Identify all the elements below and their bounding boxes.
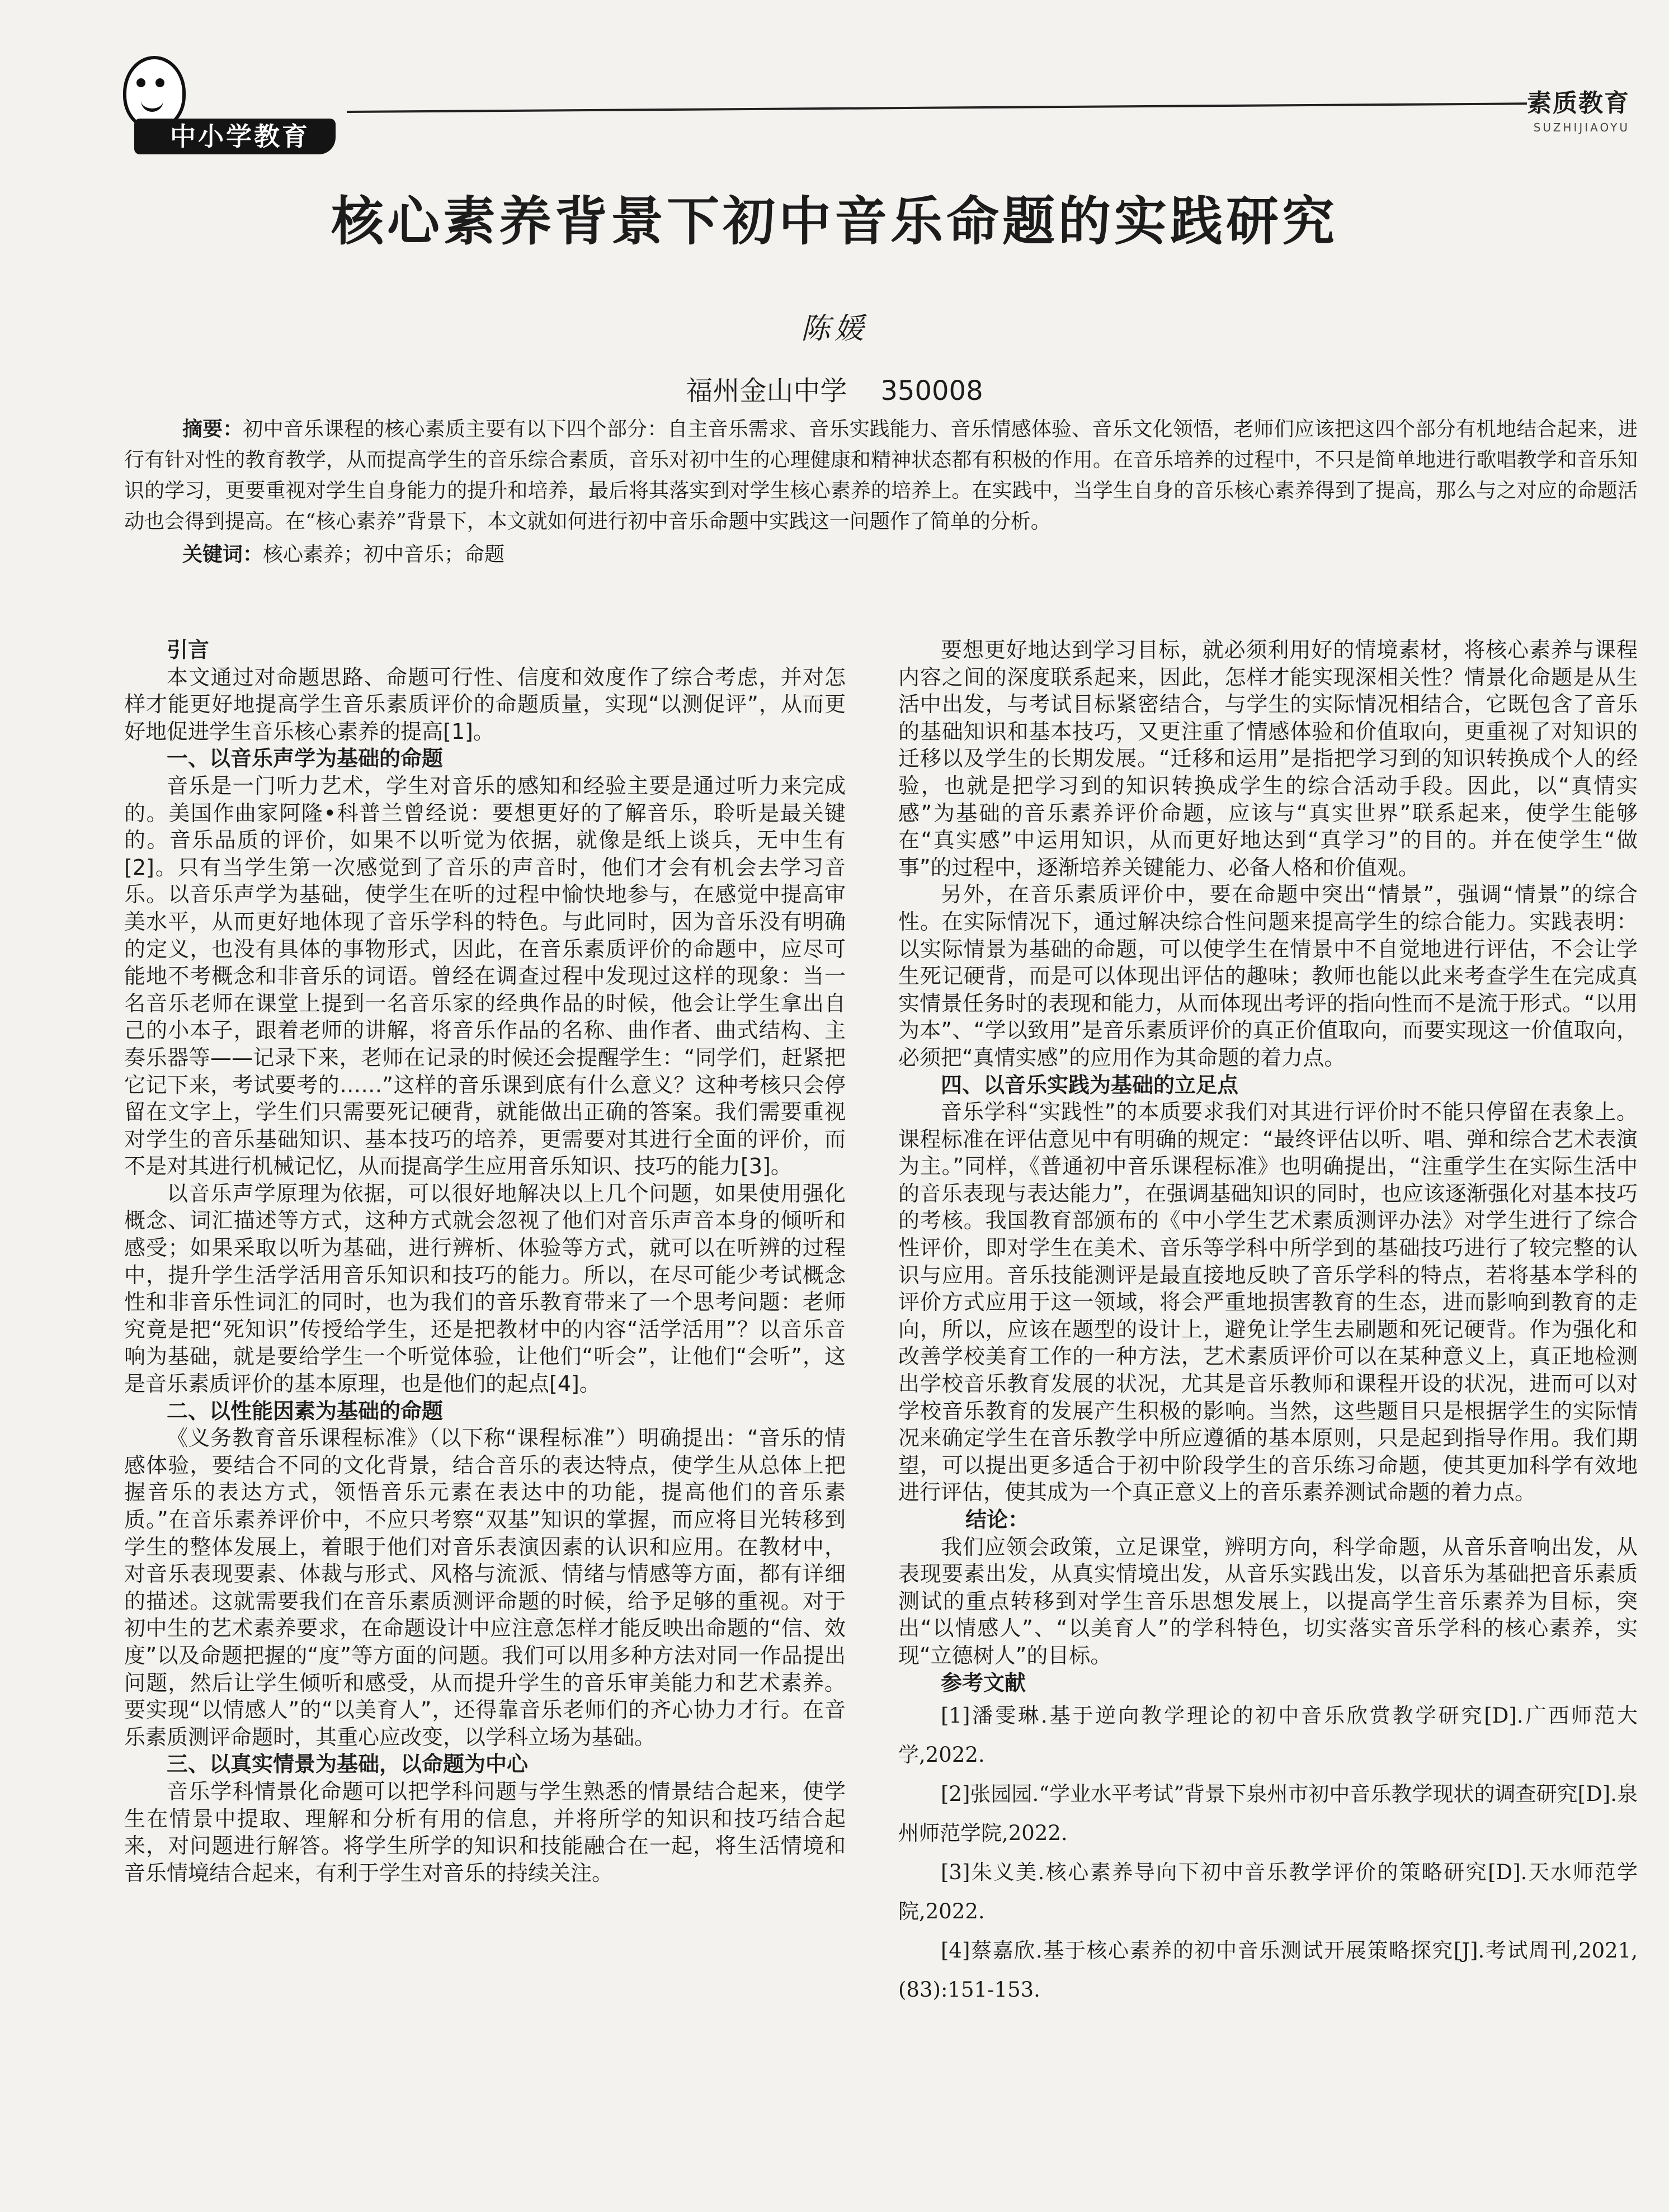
page-header [0,0,1669,151]
reference-item: [1]潘雯琳.基于逆向教学理论的初中音乐欣赏教学研究[D].广西师范大学,2022. [898,1704,1638,1767]
right-column [898,636,1638,2010]
keywords-text: 核心素养；初中音乐；命题 [263,543,505,566]
article-title: 核心素养背景下初中音乐命题的实践研究 [331,191,1338,252]
reference-item: [4]蔡嘉欣.基于核心素养的初中音乐测试开展策略探究[J].考试周刊,2021,(83):151-153. [898,1939,1638,2002]
journal-logo [112,56,347,151]
journal-name: 中小学教育 [134,119,336,154]
body-paragraph: 我们应领会政策，立足课堂，辨明方向，科学命题，从音乐音响出发，从表现要素出发，从真实情境出发，从音乐实践出发，以音乐为基础把音乐素质测试的重点转移到对学生音乐思想发展上，以提高学生音乐素养为目标，突出“以情感人”、“以美育人”的学科特色，切实落实音乐学科的核心素养，实现“立德树人”的目标。 [898,1534,1638,1668]
abstract-block [124,414,1638,570]
body-paragraph: 另外，在音乐素质评价中，要在命题中突出“情景”，强调“情景”的综合性。在实际情况下，通过解决综合性问题来提高学生的综合能力。实践表明：以实际情景为基础的命题，可以使学生在情景中不自觉地进行评估，不会让学生死记硬背，而是可以体现出评估的趣味；教师也能以此来考查学生在完成真实情景任务时的表现和能力，从而体现出考评的指向性而不是流于形式。“以用为本”、“学以致用”是音乐素质评价的真正价值取向，而要实现这一价值取向，必须把“真情实感”的应用作为其命题的着力点。 [898,882,1638,1070]
postcode: 350008 [880,375,983,407]
section-heading: 引言 [167,638,210,662]
left-column [124,636,846,1886]
reference-item: [3]朱义美.核心素养导向下初中音乐教学评价的策略研究[D].天水师范学院,2022. [898,1860,1638,1924]
section-heading: 二、以性能因素为基础的命题 [167,1398,444,1423]
body-paragraph: 音乐学科情景化命题可以把学科问题与学生熟悉的情景结合起来，使学生在情景中提取、理解和分析有用的信息，并将所学的知识和技巧结合起来，对问题进行解答。将学生所学的知识和技能融合在一起，将生活情境和音乐情境结合起来，有利于学生对音乐的持续关注。 [124,1779,846,1885]
school-name: 福州金山中学 [686,375,847,407]
keywords-label: 关键词： [182,543,263,566]
conclusion-heading: 结论： [965,1507,1030,1532]
section-heading: 四、以音乐实践为基础的立足点 [941,1072,1239,1097]
article-author: 陈媛 [800,312,868,346]
body-paragraph: 以音乐声学原理为依据，可以很好地解决以上几个问题，如果使用强化概念、词汇描述等方式，这种方式就会忽视了他们对音乐声音本身的倾听和感受；如果采取以听为基础，进行辨析、体验等方式，就可以在听辨的过程中，提升学生活学活用音乐知识和技巧的能力。所以，在尽可能少考试概念性和非音乐性词汇的同时，也为我们的音乐教育带来了一个思考问题：老师究竟是把“死知识”传授给学生，还是把教材中的内容“活学活用”？以音乐音响为基础，就是要给学生一个听觉体验，让他们“听会”，让他们“会听”，这是音乐素质评价的基本原理，也是他们的起点[4]。 [124,1181,846,1397]
body-paragraph: 音乐学科“实践性”的本质要求我们对其进行评价时不能只停留在表象上。课程标准在评估意见中有明确的规定：“最终评估以听、唱、弹和综合艺术表演为主。”同样，《普通初中音乐课程标准》也明确提出，“注重学生在实际生活中的音乐表现与表达能力”，在强调基础知识的同时，也应该逐渐强化对基本技巧的考核。我国教育部颁布的《中小学生艺术素质测评办法》对学生进行了综合性评价，即对学生在美术、音乐等学科中所学到的基础技巧进行了较完整的认识与应用。音乐技能测评是最直接地反映了音乐学科的特点，若将基本学科的评价方式应用于这一领域，将会严重地损害教育的生态，进而影响到教育的走向，所以，应该在题型的设计上，避免让学生去刷题和死记硬背。作为强化和改善学校美育工作的一种方法，艺术素质评价可以在某种意义上，真正地检测出学校音乐教育发展的状况，尤其是音乐教师和课程开设的状况，进而可以对学校音乐教育的发展产生积极的影响。当然，这些题目只是根据学生的实际情况来确定学生在音乐教学中所应遵循的基本原则，只是起到指导作用。我们期望，可以提出更多适合于初中阶段学生的音乐练习命题，使其更加科学有效地进行评估，使其成为一个真正意义上的音乐素养测试命题的着力点。 [898,1100,1638,1505]
section-title: 素质教育 [1527,89,1630,117]
body-paragraph: 音乐是一门听力艺术，学生对音乐的感知和经验主要是通过听力来完成的。美国作曲家阿隆•科普兰曾经说：要想更好的了解音乐，聆听是最关键的。音乐品质的评价，如果不以听觉为依据，就像是纸上谈兵，无中生有[2]。只有当学生第一次感觉到了音乐的声音时，他们才会有机会去学习音乐。以音乐声学为基础，使学生在听的过程中愉快地参与，在感觉中提高审美水平，从而更好地体现了音乐学科的特色。与此同时，因为音乐没有明确的定义，也没有具体的事物形式，因此，在音乐素质评价的命题中，应尽可能地不考概念和非音乐的词语。曾经在调查过程中发现过这样的现象：当一名音乐老师在课堂上提到一名音乐家的经典作品的时候，他会让学生拿出自己的小本子，跟着老师的讲解，将音乐作品的名称、曲作者、曲式结构、主奏乐器等——记录下来，老师在记录的时候还会提醒学生：“同学们，赶紧把它记下来，考试要考的……”这样的音乐课到底有什么意义？这种考核只会停留在文字上，学生们只需要死记硬背，就能做出正确的答案。我们需要重视对学生的音乐基础知识、基本技巧的培养，更需要对其进行全面的评价，而不是对其进行机械记忆，从而提高学生应用音乐知识、技巧的能力[3]。 [124,773,846,1179]
abstract-label: 摘要： [182,417,243,441]
section-heading: 三、以真实情景为基础，以命题为中心 [167,1752,529,1777]
abstract-paragraph [124,414,1638,537]
section-label [1527,83,1630,134]
header-divider [347,102,1527,113]
author-affiliation [0,369,1669,408]
references-heading: 参考文献 [941,1670,1026,1695]
body-paragraph: 本文通过对命题思路、命题可行性、信度和效度作了综合考虑，并对怎样才能更好地提高学生音乐素质评价的命题质量，实现“以测促评”，从而更好地促进学生音乐核心素养的提高[1]。 [124,664,846,744]
keywords-line [124,539,1638,570]
body-paragraph: 要想更好地达到学习目标，就必须利用好的情境素材，将核心素养与课程内容之间的深度联系起来，因此，怎样才能实现深相关性？情景化命题是从生活中出发，与考试目标紧密结合，与学生的实际情况相结合，它既包含了音乐的基础知识和基本技巧，又更注重了情感体验和价值取向，更重视了对知识的迁移以及学生的长期发展。“迁移和运用”是指把学习到的知识转换成个人的经验，也就是把学习到的知识转换成学生的综合活动手段。因此，以“真情实感”为基础的音乐素养评价命题，应该与“真实世界”联系起来，使学生能够在“真实感”中运用知识，从而更好地达到“真学习”的目的。并在使学生“做事”的过程中，逐渐培养关键能力、必备人格和价值观。 [898,638,1638,880]
reference-item: [2]张园园.“学业水平考试”背景下泉州市初中音乐教学现状的调查研究[D].泉州师范学院,2022. [898,1782,1638,1846]
section-heading: 一、以音乐声学为基础的命题 [167,746,444,771]
section-subtitle: SUZHIJIAOYU [1533,121,1630,134]
body-paragraph: 《义务教育音乐课程标准》（以下称“课程标准”）明确提出：“音乐的情感体验，要结合不同的文化背景，结合音乐的表达特点，使学生从总体上把握音乐的表达方式，领悟音乐元素在表达中的功能，提高他们的音乐素质。”在音乐素养评价中，不应只考察“双基”知识的掌握，而应将目光转移到学生的整体发展上，着眼于他们对音乐表演因素的认识和应用。在教材中，对音乐表现要素、体裁与形式、风格与流派、情绪与情感等方面，都有详细的描述。这就需要我们在音乐素质测评命题的时候，给予足够的重视。对于初中生的艺术素养要求，在命题设计中应注意怎样才能反映出命题的“信、效度”以及命题把握的“度”等方面的问题。我们可以用多种方法对同一作品提出问题，然后让学生倾听和感受，从而提升学生的音乐审美能力和艺术素养。要实现“以情感人”的“以美育人”，还得靠音乐老师们的齐心协力才行。在音乐素质测评命题时，其重心应改变，以学科立场为基础。 [124,1426,846,1749]
abstract-text: 初中音乐课程的核心素质主要有以下四个部分：自主音乐需求、音乐实践能力、音乐情感体验、音乐文化领悟，老师们应该把这四个部分有机地结合起来，进行有针对性的教育教学，从而提高学生的音乐综合素质，音乐对初中生的心理健康和精神状态都有积极的作用。在音乐培养的过程中，不只是简单地进行歌唱教学和音乐知识的学习，更要重视对学生自身能力的提升和培养，最后将其落实到对学生核心素养的培养上。在实践中，当学生自身的音乐核心素养得到了提高，那么与之对应的命题活动也会得到提高。在“核心素养”背景下，本文就如何进行初中音乐命题中实践这一问题作了简单的分析。 [124,418,1638,533]
